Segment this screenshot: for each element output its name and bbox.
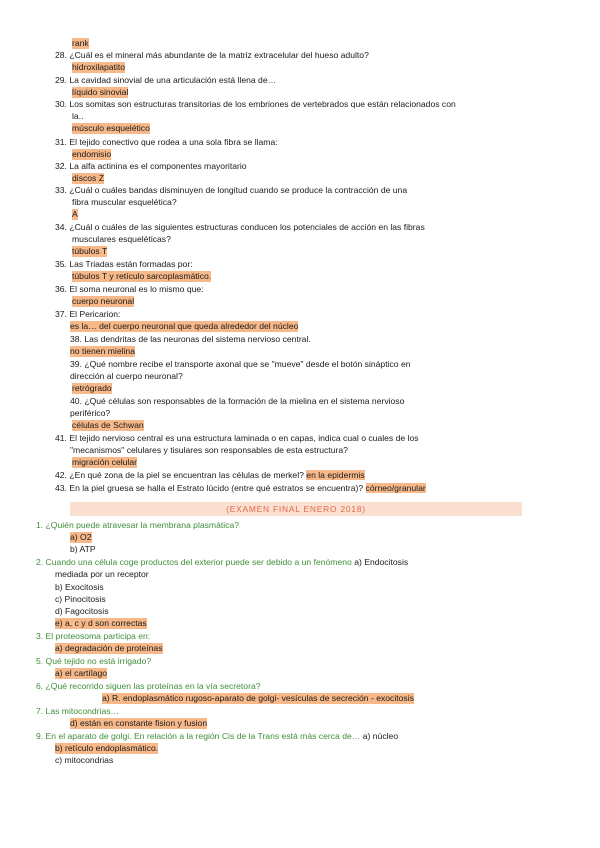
q2-option-b: b) Exocitosis — [55, 582, 104, 592]
question-32: 32. La alfa actinina es el componentes mayoritario — [55, 161, 247, 171]
question-42-text: 42. ¿En qué zona de la piel se encuentran las células de merkel? — [55, 470, 304, 480]
exam-question-6: 6. ¿Qué recorrido siguen las proteínas en la vía secretora? — [36, 681, 261, 691]
q9-option-a: a) núcleo — [362, 731, 399, 741]
q7-answer: d) están en constante fision y fusion — [70, 718, 208, 728]
question-34-line1: 34. ¿Cuál o cuáles de las siguientes estructuras conducen los potenciales de acción en las fibras — [55, 222, 425, 232]
question-37: 37. El Pericarion: — [55, 309, 121, 319]
question-43-text: 43. En la piel gruesa se halla el Estrato lúcido (entre qué estratos se encuentra)? — [55, 483, 364, 493]
q40-answer: células de Schwan — [72, 420, 144, 430]
question-40-line1: 40. ¿Qué células son responsables de la formación de la mielina en el sistema nervioso — [70, 396, 405, 406]
question-41-line2: "mecanismos" celulares y tisulares son responsables de esta estructura? — [70, 445, 348, 455]
question-43 — [55, 483, 426, 494]
question-42 — [55, 470, 365, 481]
q36-answer: cuerpo neuronal — [72, 296, 135, 306]
q30-answer: músculo esquelético — [72, 123, 150, 133]
q1-option-a: a) O2 — [70, 532, 92, 542]
question-38: 38. Las dendritas de las neuronas del sistema nervioso central. — [70, 334, 311, 344]
question-40-line2: periférico? — [70, 408, 111, 418]
exam-question-2-line2: mediada por un receptor — [55, 569, 149, 579]
exam-question-5: 5. Qué tejido no está irrigado? — [36, 656, 152, 666]
exam-section-banner: (EXAMEN FINAL ENERO 2018) — [70, 502, 522, 516]
exam-question-2-text: 2. Cuando una célula coge productos del exterior puede ser debido a un fenómeno — [36, 557, 352, 567]
q2-answer: e) a, c y d son correctas — [55, 618, 147, 628]
q27-answer: rank — [72, 38, 89, 48]
q43-answer: córneo/granular — [365, 483, 426, 493]
question-36: 36. El soma neuronal es lo mismo que: — [55, 284, 204, 294]
exam-question-2 — [36, 557, 408, 568]
q34-answer: túbulos T — [72, 246, 108, 256]
question-33-line1: 33. ¿Cuál o cuáles bandas disminuyen de longitud cuando se produce la contracción de una — [55, 185, 408, 195]
q9-answer: b) retículo endoplasmático. — [55, 743, 159, 753]
q2-option-c: c) Pinocitosis — [55, 594, 106, 604]
q5-answer: a) el cartílago — [55, 668, 108, 678]
q29-answer: líquido sinovial — [72, 87, 129, 97]
q28-answer: hidroxilapatito — [72, 62, 126, 72]
question-41-line1: 41. El tejido nervioso central es una estructura laminada o en capas, indica cual o cuales de los — [55, 433, 419, 443]
question-30-line1: 30. Los somitas son estructuras transitorias de los embriones de vertebrados que están relacionados con — [55, 99, 456, 109]
q31-answer: endomisio — [72, 149, 112, 159]
question-33-line2: fibra muscular esquelética? — [72, 197, 177, 207]
q1-option-b: b) ATP — [70, 544, 96, 554]
q35-answer: túbulos T y retículo sarcoplasmático. — [72, 271, 212, 281]
exam-question-7: 7. Las mitocondrias… — [36, 706, 120, 716]
question-29: 29. La cavidad sinovial de una articulación está llena de… — [55, 75, 277, 85]
question-34-line2: musculares esqueléticas? — [72, 234, 171, 244]
question-30-line2: la.. — [72, 111, 84, 121]
question-39-line1: 39. ¿Qué nombre recibe el transporte axonal que se "mueve" desde el botón sináptico en — [70, 359, 411, 369]
question-28: 28. ¿Cuál es el mineral más abundante de la matriz extracelular del hueso adulto? — [55, 50, 369, 60]
question-31: 31. El tejido conectivo que rodea a una sola fibra se llama: — [55, 137, 278, 147]
q39-answer: retrógrado — [72, 383, 112, 393]
q3-answer: a) degradación de proteínas — [55, 643, 163, 653]
q6-answer: a) R. endoplasmático rugoso-aparato de golgi- vesículas de secreción - exocitosis — [102, 693, 414, 703]
q37-answer: es la… del cuerpo neuronal que queda alrededor del núcleo — [70, 321, 299, 331]
q42-answer: en la epidermis — [306, 470, 365, 480]
question-39-line2: dirección al cuerpo neuronal? — [70, 371, 183, 381]
exam-question-9-text: 9. En el aparato de golgi. En relación a la región Cis de la Trans está más cerca de… — [36, 731, 361, 741]
q38-answer: no tienen mielina — [70, 346, 135, 356]
q33-answer: A — [72, 209, 78, 219]
exam-question-3: 3. El proteosoma participa en: — [36, 631, 151, 641]
q2-option-d: d) Fagocitosis — [55, 606, 109, 616]
question-35: 35. Las Triadas están formadas por: — [55, 259, 193, 269]
q9-option-c: c) mitocondrias — [55, 755, 114, 765]
exam-question-1: 1. ¿Quién puede atravesar la membrana plasmática? — [36, 520, 240, 530]
q32-answer: discos Z — [72, 173, 104, 183]
exam-question-9 — [36, 731, 398, 742]
q2-option-a: a) Endocitosis — [354, 557, 409, 567]
q41-answer: migración celular — [72, 457, 137, 467]
